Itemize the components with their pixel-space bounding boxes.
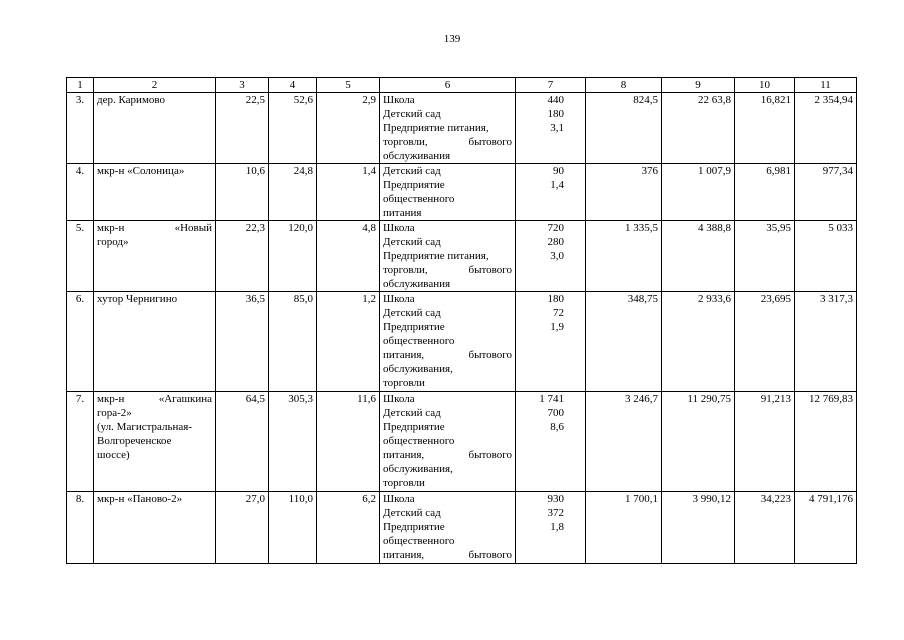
capacity-value: 280 [547, 236, 564, 248]
facility-line: Детский сад [383, 108, 441, 120]
settlement-name-cell [94, 221, 216, 292]
facility-line-word: бытового [468, 349, 512, 361]
capacity-cell [516, 164, 586, 221]
capacity-value: 8,6 [550, 421, 564, 433]
col11-cell: 977,34 [795, 164, 857, 221]
capacity-cell [516, 93, 586, 164]
header-cell-4: 4 [269, 78, 317, 93]
capacity-value: 72 [553, 307, 564, 319]
capacity-cell [516, 492, 586, 564]
table-row [67, 492, 857, 564]
col9-cell: 11 290,75 [662, 392, 735, 492]
col11-cell: 5 033 [795, 221, 857, 292]
facility-list-cell [380, 93, 516, 164]
table-body [67, 78, 857, 564]
data-table [66, 77, 857, 564]
settlement-name-cell [94, 392, 216, 492]
col4-cell: 52,6 [269, 93, 317, 164]
col4-cell: 24,8 [269, 164, 317, 221]
facility-line-word: бытового [468, 136, 512, 148]
header-cell-6: 6 [380, 78, 516, 93]
header-cell-2: 2 [94, 78, 216, 93]
header-cell-11: 11 [795, 78, 857, 93]
facility-line: Детский сад [383, 307, 441, 319]
capacity-value: 720 [547, 222, 564, 234]
col3-cell: 36,5 [216, 292, 269, 392]
settlement-name-cell [94, 93, 216, 164]
col3-cell: 22,3 [216, 221, 269, 292]
header-cell-1: 1 [67, 78, 94, 93]
col8-cell: 1 335,5 [586, 221, 662, 292]
facility-line: Школа [383, 222, 415, 234]
settlement-name-line-word: мкр-н [97, 393, 125, 405]
col3-cell: 22,5 [216, 93, 269, 164]
facility-line: Предприятие [383, 521, 445, 533]
facility-line: обслуживания [383, 278, 451, 290]
facility-line-word: питания, [383, 449, 425, 461]
facility-list-cell [380, 164, 516, 221]
facility-line: торговли [383, 477, 425, 489]
capacity-value: 930 [547, 493, 564, 505]
col5-cell: 4,8 [317, 221, 380, 292]
col4-cell: 120,0 [269, 221, 317, 292]
facility-line: Детский сад [383, 236, 441, 248]
facility-line-word: торговли, [383, 264, 428, 276]
row-number-cell: 4. [67, 164, 94, 221]
col5-cell: 2,9 [317, 93, 380, 164]
facility-line-word: бытового [468, 264, 512, 276]
settlement-name-line-word: «Новый [174, 222, 212, 234]
row-number-cell: 6. [67, 292, 94, 392]
facility-line: торговли [383, 377, 425, 389]
facility-line: Детский сад [383, 507, 441, 519]
table-row [67, 93, 857, 164]
header-cell-3: 3 [216, 78, 269, 93]
facility-list-cell [380, 392, 516, 492]
facility-line: обслуживания, [383, 463, 453, 475]
col8-cell: 3 246,7 [586, 392, 662, 492]
capacity-value: 180 [547, 293, 564, 305]
settlement-name-line: гора-2» [97, 407, 132, 419]
header-cell-8: 8 [586, 78, 662, 93]
settlement-name-cell [94, 492, 216, 564]
capacity-value: 700 [547, 407, 564, 419]
facility-line: Школа [383, 393, 415, 405]
col4-cell: 110,0 [269, 492, 317, 564]
facility-line: Школа [383, 293, 415, 305]
col8-cell: 348,75 [586, 292, 662, 392]
col3-cell: 27,0 [216, 492, 269, 564]
settlement-name-cell [94, 292, 216, 392]
facility-list-cell [380, 221, 516, 292]
facility-line: Предприятие [383, 421, 445, 433]
facility-line-word: бытового [468, 449, 512, 461]
facility-line: общественного [383, 335, 455, 347]
facility-line: питания [383, 207, 422, 219]
col10-cell: 6,981 [735, 164, 795, 221]
row-number-cell: 7. [67, 392, 94, 492]
facility-line-word: торговли, [383, 136, 428, 148]
col9-cell: 22 63,8 [662, 93, 735, 164]
settlement-name-line-word: мкр-н [97, 222, 125, 234]
col4-cell: 85,0 [269, 292, 317, 392]
col10-cell: 16,821 [735, 93, 795, 164]
col9-cell: 3 990,12 [662, 492, 735, 564]
col11-cell: 3 317,3 [795, 292, 857, 392]
col11-cell: 4 791,176 [795, 492, 857, 564]
col10-cell: 34,223 [735, 492, 795, 564]
capacity-cell [516, 292, 586, 392]
col4-cell: 305,3 [269, 392, 317, 492]
facility-line-word: питания, [383, 549, 425, 561]
col9-cell: 4 388,8 [662, 221, 735, 292]
table-row [67, 221, 857, 292]
table-row [67, 392, 857, 492]
col5-cell: 6,2 [317, 492, 380, 564]
col5-cell: 1,2 [317, 292, 380, 392]
facility-line [383, 348, 512, 362]
col8-cell: 824,5 [586, 93, 662, 164]
table-header-row [67, 78, 857, 93]
table-row [67, 292, 857, 392]
col8-cell: 1 700,1 [586, 492, 662, 564]
facility-line: обслуживания [383, 150, 451, 162]
col9-cell: 2 933,6 [662, 292, 735, 392]
header-cell-5: 5 [317, 78, 380, 93]
header-cell-7: 7 [516, 78, 586, 93]
facility-line: обслуживания, [383, 363, 453, 375]
facility-list-cell [380, 292, 516, 392]
facility-line: общественного [383, 193, 455, 205]
capacity-cell [516, 221, 586, 292]
facility-line [383, 548, 512, 562]
capacity-value: 440 [547, 94, 564, 106]
facility-line-word: питания, [383, 349, 425, 361]
capacity-value: 3,0 [550, 250, 564, 262]
capacity-value: 1,4 [550, 179, 564, 191]
capacity-cell [516, 392, 586, 492]
col10-cell: 35,95 [735, 221, 795, 292]
col3-cell: 64,5 [216, 392, 269, 492]
settlement-name-line: шоссе) [97, 449, 130, 461]
settlement-name-line: мкр-н «Паново-2» [97, 493, 183, 505]
col9-cell: 1 007,9 [662, 164, 735, 221]
facility-line: общественного [383, 435, 455, 447]
col11-cell: 12 769,83 [795, 392, 857, 492]
capacity-value: 1 741 [539, 393, 564, 405]
capacity-value: 90 [553, 165, 564, 177]
capacity-value: 180 [547, 108, 564, 120]
row-number-cell: 5. [67, 221, 94, 292]
col5-cell: 11,6 [317, 392, 380, 492]
capacity-value: 1,9 [550, 321, 564, 333]
facility-line: Школа [383, 94, 415, 106]
facility-line: Детский сад [383, 407, 441, 419]
row-number-cell: 3. [67, 93, 94, 164]
settlement-name-line: мкр-н «Солоница» [97, 165, 185, 177]
facility-line: Предприятие [383, 321, 445, 333]
facility-line: Предприятие питания, [383, 250, 489, 262]
settlement-name-cell [94, 164, 216, 221]
facility-line: Школа [383, 493, 415, 505]
facility-line [383, 448, 512, 462]
capacity-value: 372 [547, 507, 564, 519]
capacity-value: 3,1 [550, 122, 564, 134]
col10-cell: 23,695 [735, 292, 795, 392]
row-number-cell: 8. [67, 492, 94, 564]
facility-line-word: бытового [468, 549, 512, 561]
facility-line [383, 263, 512, 277]
settlement-name-line-word: «Агашкина [158, 393, 212, 405]
col10-cell: 91,213 [735, 392, 795, 492]
settlement-name-line [97, 392, 212, 406]
settlement-name-line: Волгореченское [97, 435, 172, 447]
col8-cell: 376 [586, 164, 662, 221]
header-cell-9: 9 [662, 78, 735, 93]
header-cell-10: 10 [735, 78, 795, 93]
facility-line: Детский сад [383, 165, 441, 177]
settlement-name-line: (ул. Магистральная- [97, 421, 193, 433]
facility-line [383, 135, 512, 149]
facility-line: Предприятие питания, [383, 122, 489, 134]
col3-cell: 10,6 [216, 164, 269, 221]
settlement-name-line: хутор Чернигино [97, 293, 178, 305]
settlement-name-line: город» [97, 236, 129, 248]
col5-cell: 1,4 [317, 164, 380, 221]
table-row [67, 164, 857, 221]
facility-list-cell [380, 492, 516, 564]
page-number: 139 [443, 33, 461, 45]
facility-line: Предприятие [383, 179, 445, 191]
facility-line: общественного [383, 535, 455, 547]
settlement-name-line: дер. Каримово [97, 94, 166, 106]
settlement-name-line [97, 221, 212, 235]
col11-cell: 2 354,94 [795, 93, 857, 164]
capacity-value: 1,8 [550, 521, 564, 533]
